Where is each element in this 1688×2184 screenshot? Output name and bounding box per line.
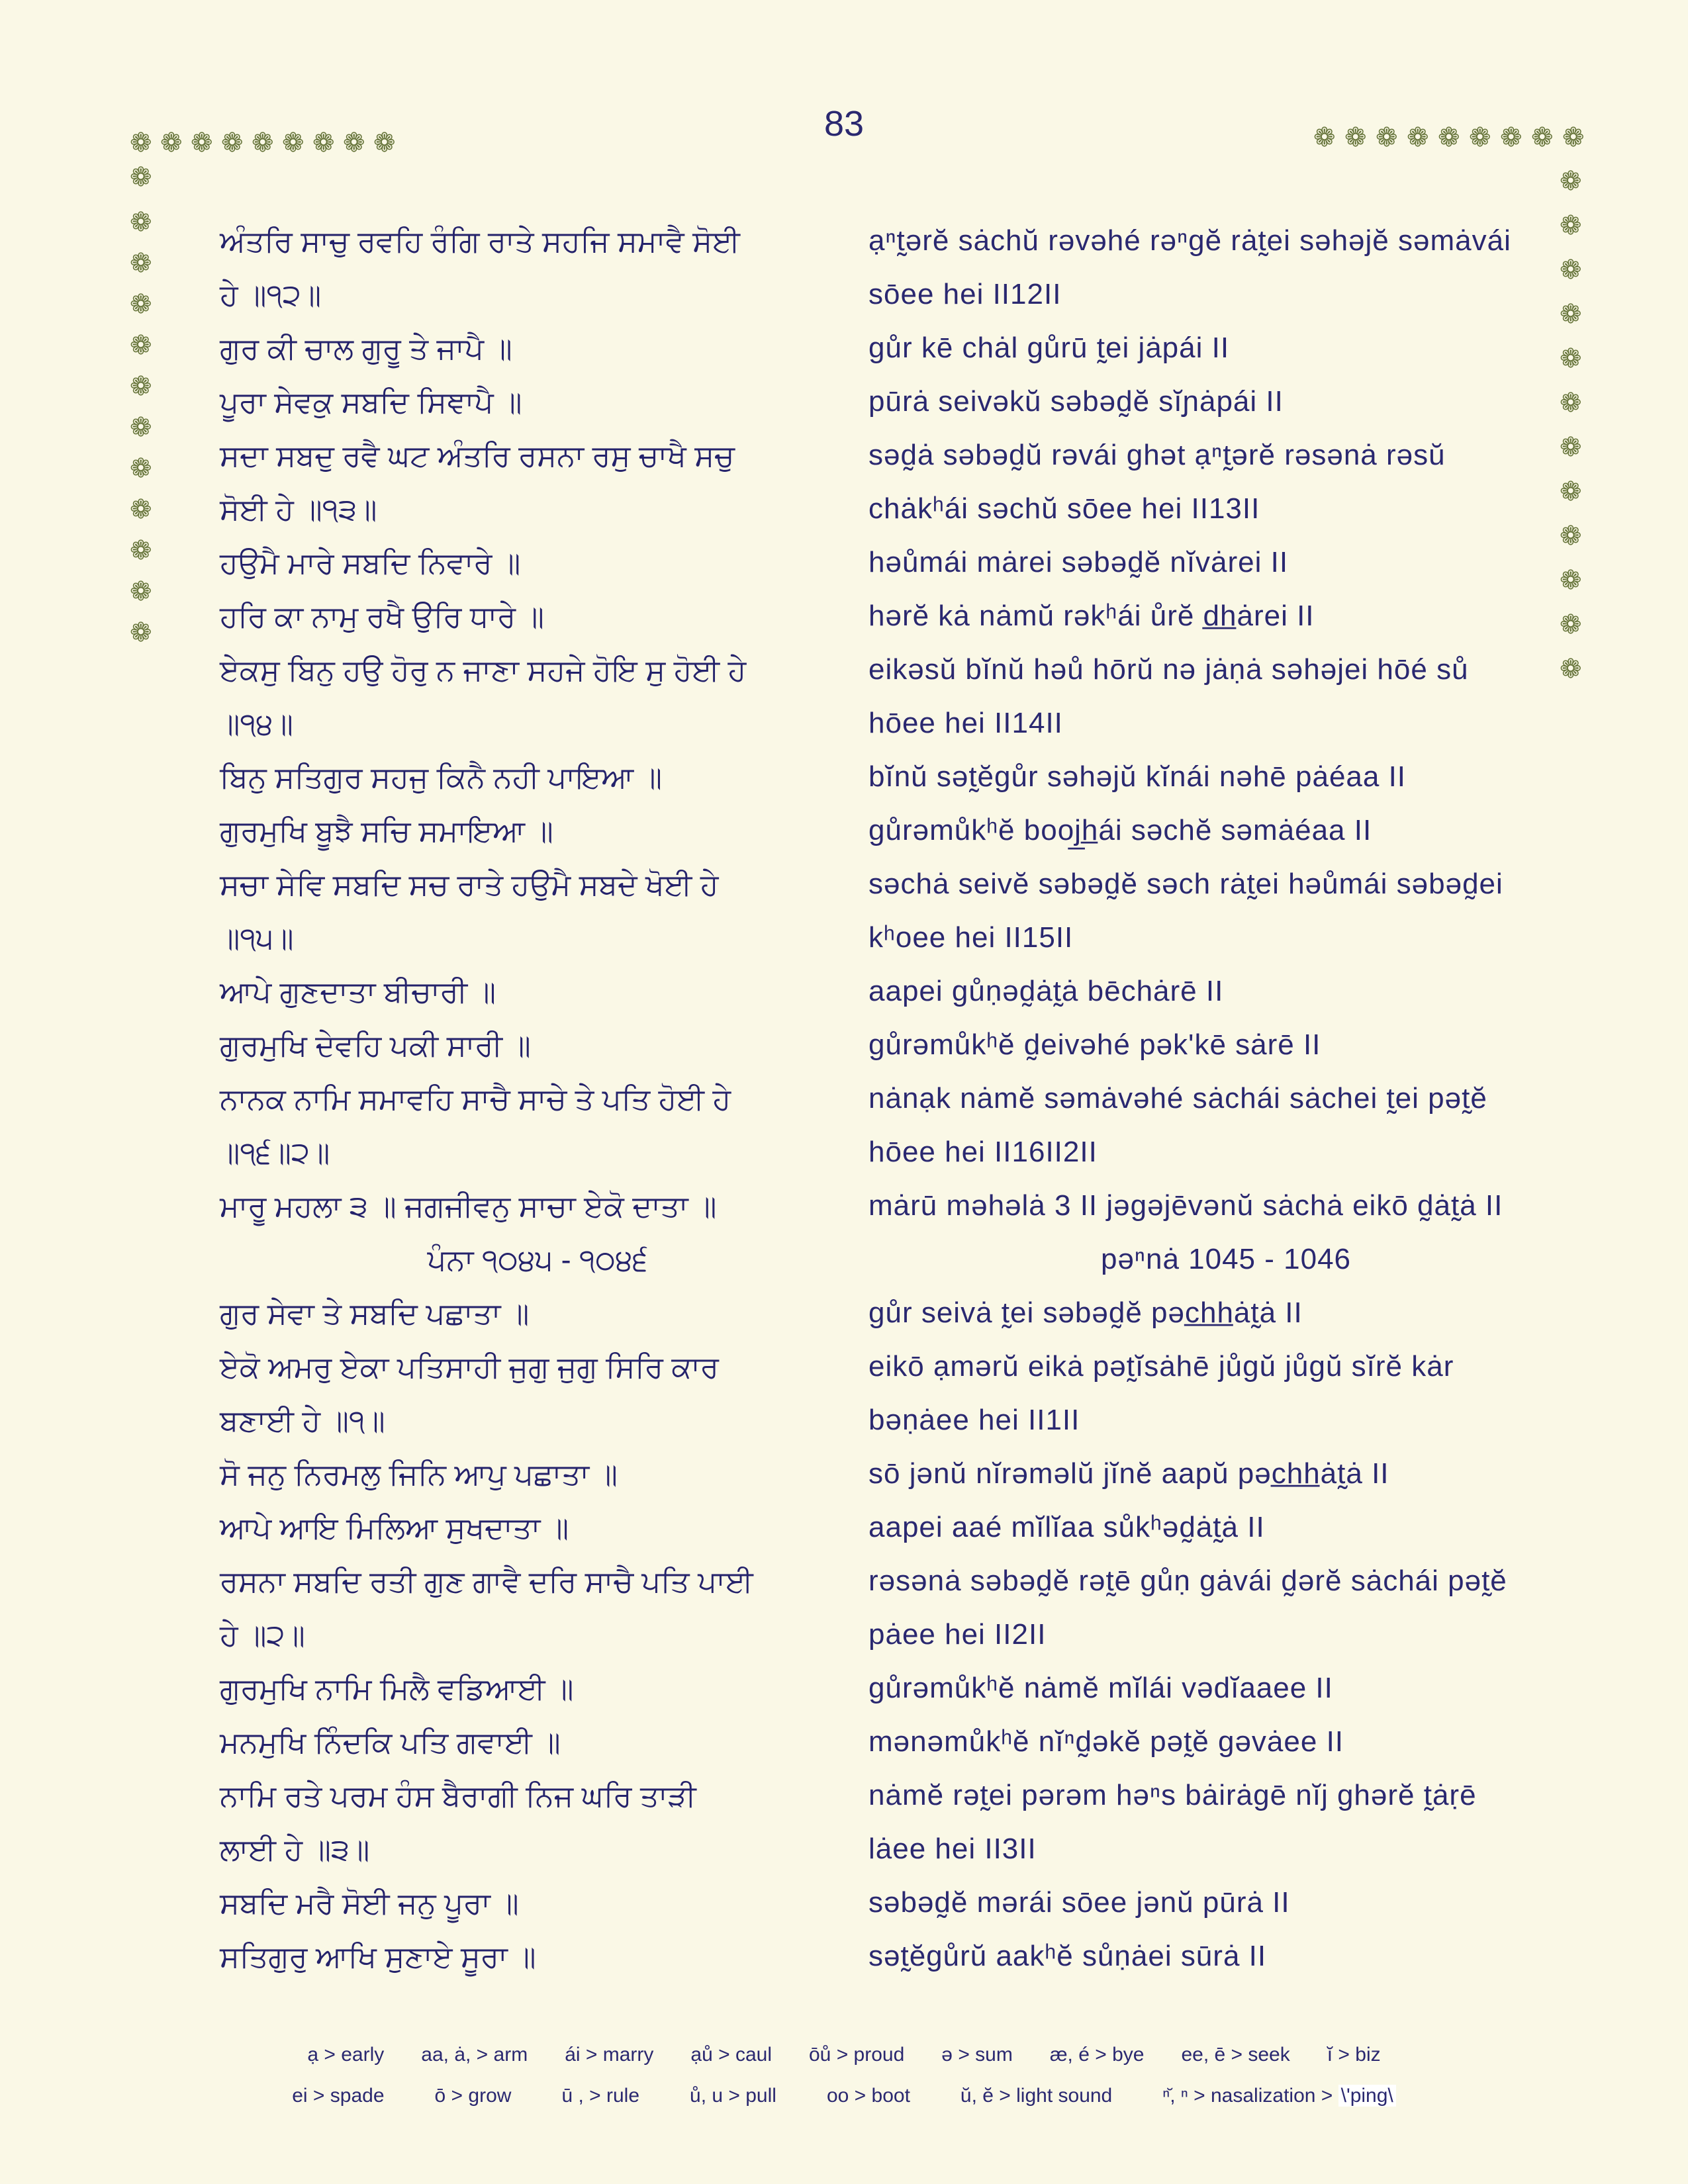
flower-icon: ❁ — [1560, 477, 1582, 506]
gurmukhi-text: ਰਸਨਾ ਸਬਦਿ ਰਤੀ ਗੁਣ ਗਾਵੈ ਦਰਿ ਸਾਚੈ ਪਤਿ ਪਾਈ — [220, 1565, 753, 1598]
gurmukhi-text: ਗੁਰ ਸੇਵਾ ਤੇ ਸਬਦਿ ਪਛਾਤਾ ॥ — [220, 1297, 530, 1330]
translit-text: bĭnŭ sət̰ĕgůr səhəjŭ kĭnái nəhē pȧéaa II — [868, 760, 1407, 793]
verse-row — [0, 1725, 1688, 1778]
flower-icon: ❁ — [1562, 123, 1585, 152]
verse-row — [0, 1242, 1688, 1296]
gurmukhi-text: ਬਿਨੁ ਸਤਿਗੁਰ ਸਹਜੁ ਕਿਨੈ ਨਹੀ ਪਾਇਆ ॥ — [220, 760, 663, 794]
verse-row — [0, 1349, 1688, 1403]
gurmukhi-text: ॥੧੫॥ — [220, 921, 294, 955]
nasalization-example-highlight: \'ping\ — [1338, 2085, 1396, 2107]
gurmukhi-text: ਨਾਨਕ ਨਾਮਿ ਸਮਾਵਹਿ ਸਾਚੈ ਸਾਚੇ ਤੇ ਪਤਿ ਹੋਈ ਹੇ — [220, 1082, 731, 1116]
translit-text: eikəsŭ bĭnŭ həů hōrŭ nə jȧṇȧ səhəjei hōé sů — [868, 653, 1469, 686]
gurmukhi-text: ਲਾਈ ਹੇ ॥੩॥ — [220, 1833, 370, 1866]
verse-row — [0, 277, 1688, 331]
nasalization-label: ⁿ̆, ⁿ > nasalization > — [1162, 2085, 1338, 2107]
translit-text: rəsənȧ səbəd̰ĕ rət̰ē gůṇ gȧvái d̰ərĕ sȧchái pət̰ĕ — [868, 1565, 1507, 1597]
gurmukhi-text: ਨਾਮਿ ਰਤੇ ਪਰਮ ਹੰਸ ਬੈਰਾਗੀ ਨਿਜ ਘਰਿ ਤਾੜੀ — [220, 1779, 696, 1813]
gurmukhi-text: ਮਨਮੁਖਿ ਨਿੰਦਕਿ ਪਤਿ ਗਵਾਈ ॥ — [220, 1725, 561, 1759]
flower-icon: ❁ — [252, 128, 274, 158]
flower-icon: ❁ — [130, 290, 152, 319]
verse-row — [0, 1832, 1688, 1886]
pronunciation-item: ĭ > biz — [1327, 2044, 1381, 2066]
gurmukhi-text: ਹੇ ॥੧੨॥ — [220, 278, 322, 312]
gurmukhi-text: ਗੁਰਮੁਖਿ ਨਾਮਿ ਮਿਲੈ ਵਡਿਆਈ ॥ — [220, 1672, 574, 1706]
gurmukhi-text: ਮਾਰੂ ਮਹਲਾ ੩ ॥ ਜਗਜੀਵਨੁ ਸਾਚਾ ਏਕੋ ਦਾਤਾ ॥ — [220, 1189, 717, 1223]
gurmukhi-text: ਸੋਈ ਹੇ ॥੧੩॥ — [220, 492, 377, 526]
flower-icon: ❁ — [1560, 300, 1582, 329]
verse-row — [0, 224, 1688, 277]
pronunciation-item: ū , > rule — [561, 2085, 640, 2107]
gurmukhi-text: ਏਕਸੁ ਬਿਨੁ ਹਉ ਹੋਰੁ ਨ ਜਾਣਾ ਸਹਜੇ ਹੋਇ ਸੁ ਹੋਈ ਹੇ — [220, 653, 747, 687]
translit-text: pəⁿnȧ 1045 - 1046 — [1100, 1243, 1352, 1275]
flower-icon: ❁ — [1560, 167, 1582, 196]
translit-text: gůrəmůkʰĕ booj̲h̲ái səchĕ səmȧéaa II — [868, 814, 1372, 846]
verse-row — [0, 331, 1688, 385]
page-number: 83 — [823, 104, 865, 144]
verse-row — [0, 1671, 1688, 1725]
verse-row — [0, 1510, 1688, 1564]
verse-row — [0, 492, 1688, 545]
verse-row — [0, 813, 1688, 867]
translit-text: gůrəmůkʰĕ d̰eivəhé pək'kē sȧrē II — [868, 1028, 1321, 1061]
verse-row — [0, 385, 1688, 438]
gurmukhi-text: ਸੋ ਜਨੁ ਨਿਰਮਲੁ ਜਿਨਿ ਆਪੁ ਪਛਾਤਾ ॥ — [220, 1457, 618, 1491]
flower-icon: ❁ — [1560, 433, 1582, 462]
translit-text: səd̰ȧ səbəd̰ŭ rəvái ghət ạⁿt̰ərĕ rəsənȧ rəsŭ — [868, 439, 1446, 471]
pronunciation-item: ạů > caul — [690, 2044, 772, 2066]
flower-icon: ❁ — [1560, 211, 1582, 240]
flower-icon: ❁ — [191, 128, 213, 158]
translit-text: pūrȧ seivəkŭ səbəd̰ĕ sĭɲȧpái II — [868, 385, 1284, 418]
verse-row — [0, 1189, 1688, 1242]
flower-icon: ❁ — [221, 128, 244, 158]
pronunciation-item: ạ > early — [307, 2044, 385, 2066]
gurmukhi-text: ਹਉਮੈ ਮਾਰੇ ਸਬਦਿ ਨਿਵਾਰੇ ॥ — [220, 546, 521, 580]
gurmukhi-text: ॥੧੪॥ — [220, 707, 294, 741]
translit-text: aapei aaé mĭlĭaa sůkʰəd̰ȧt̰ȧ II — [868, 1511, 1265, 1543]
gurmukhi-text: ਗੁਰਮੁਖਿ ਦੇਵਹਿ ਪਕੀ ਸਾਰੀ ॥ — [220, 1028, 531, 1062]
flower-icon: ❁ — [130, 208, 152, 237]
verse-row — [0, 1457, 1688, 1510]
gurmukhi-text: ਸਚਾ ਸੇਵਿ ਸਬਦਿ ਸਚ ਰਾਤੇ ਹਉਮੈ ਸਬਦੇ ਖੋਈ ਹੇ — [220, 868, 719, 901]
pronunciation-item: ee, ē > seek — [1181, 2044, 1290, 2066]
translit-text: kʰoee hei II15II — [868, 921, 1074, 954]
translit-text: chȧkʰái səchŭ sōee hei II13II — [868, 492, 1260, 525]
verse-row — [0, 1028, 1688, 1081]
gurmukhi-text: ਆਪੇ ਆਇ ਮਿਲਿਆ ਸੁਖਦਾਤਾ ॥ — [220, 1511, 569, 1545]
flower-icon: ❁ — [1531, 123, 1554, 152]
translit-text: sōee hei II12II — [868, 278, 1062, 310]
translit-text: lȧee hei II3II — [868, 1833, 1037, 1865]
pronunciation-item-nasalization — [1162, 2085, 1396, 2107]
flower-icon: ❁ — [130, 128, 152, 158]
translit-text: sət̰ĕgůrŭ aakʰĕ sůṇȧei sūrȧ II — [868, 1940, 1267, 1972]
gurmukhi-text: ਆਪੇ ਗੁਣਦਾਤਾ ਬੀਚਾਰੀ ॥ — [220, 975, 496, 1009]
flower-icon: ❁ — [130, 413, 152, 442]
flower-icon: ❁ — [1376, 123, 1398, 152]
gurmukhi-text: ਪੂਰਾ ਸੇਵਕੁ ਸਬਦਿ ਸਿਞਾਪੈ ॥ — [220, 385, 522, 419]
flower-icon: ❁ — [130, 536, 152, 565]
verse-row — [0, 1135, 1688, 1189]
translit-text: mȧrū məhəlȧ 3 II jəgəjēvənŭ sȧchȧ eikō d̰ȧt̰ȧ II — [868, 1189, 1503, 1222]
flower-icon: ❁ — [130, 163, 152, 192]
verse-row — [0, 599, 1688, 653]
flower-icon: ❁ — [1560, 566, 1582, 595]
flower-icon: ❁ — [160, 128, 183, 158]
translit-text: gůrəmůkʰĕ nȧmĕ mĭlái vədĭaaee II — [868, 1672, 1333, 1704]
flower-icon: ❁ — [130, 331, 152, 360]
pronunciation-item: ō > grow — [434, 2085, 512, 2107]
verse-row — [0, 867, 1688, 921]
flower-icon: ❁ — [312, 128, 335, 158]
flower-icon: ❁ — [1560, 522, 1582, 551]
translit-text: aapei gůṇəd̰ȧt̰ȧ bēchȧrē II — [868, 975, 1224, 1007]
flower-icon: ❁ — [1560, 610, 1582, 639]
flower-icon: ❁ — [373, 128, 396, 158]
verse-row — [0, 706, 1688, 760]
verse-row — [0, 1617, 1688, 1671]
verse-row — [0, 1886, 1688, 1939]
flower-icon: ❁ — [343, 128, 365, 158]
flower-icon: ❁ — [282, 128, 305, 158]
translit-text: gůr kē chȧl gůrū t̰ei jȧpái II — [868, 332, 1230, 364]
pronunciation-item: aa, ȧ, > arm — [421, 2044, 528, 2066]
flower-icon: ❁ — [1560, 255, 1582, 285]
pronunciation-item: oo > boot — [826, 2085, 910, 2107]
translit-text: ạⁿt̰ərĕ sȧchŭ rəvəhé rəⁿgĕ rȧt̰ei səhəjĕ səmȧvái — [868, 224, 1511, 257]
pronunciation-key-row1 — [0, 2044, 1688, 2066]
translit-text: həůmái mȧrei səbəd̰ĕ nĭvȧrei II — [868, 546, 1289, 578]
verse-row — [0, 760, 1688, 813]
translit-text: səchȧ seivĕ səbəd̰ĕ səch rȧt̰ei həůmái səbəd̰ei — [868, 868, 1503, 900]
flower-icon: ❁ — [130, 618, 152, 647]
flower-icon: ❁ — [130, 372, 152, 401]
translit-text: nȧnạk nȧmĕ səmȧvəhé sȧchái sȧchei t̰ei pət̰ĕ — [868, 1082, 1487, 1115]
flower-icon: ❁ — [1407, 123, 1429, 152]
verse-row — [0, 921, 1688, 974]
translit-text: eikō ạmərŭ eikȧ pət̰ĭsȧhē jůgŭ jůgŭ sĭrĕ kȧr — [868, 1350, 1454, 1383]
flower-icon: ❁ — [1469, 123, 1491, 152]
gurmukhi-text: ਹਰਿ ਕਾ ਨਾਮੁ ਰਖੈ ਉਰਿ ਧਾਰੇ ॥ — [220, 600, 545, 633]
translit-text: hərĕ kȧ nȧmŭ rəkʰái ůrĕ d̲h̲ȧrei II — [868, 600, 1315, 632]
translit-text: sō jənŭ nĭrəməlŭ jĭnĕ aapŭ pəc̲h̲h̲ȧt̰ȧ II — [868, 1457, 1389, 1490]
verse-row — [0, 1403, 1688, 1457]
gurmukhi-text: ਹੇ ॥੨॥ — [220, 1618, 305, 1652]
verse-row — [0, 1939, 1688, 1993]
gurmukhi-text: ਸਦਾ ਸਬਦੁ ਰਵੈ ਘਟ ਅੰਤਰਿ ਰਸਨਾ ਰਸੁ ਚਾਖੈ ਸਚੁ — [220, 439, 735, 473]
flower-icon: ❁ — [1313, 123, 1336, 152]
flower-icon: ❁ — [130, 577, 152, 606]
translit-text: hōee hei II16II2II — [868, 1136, 1098, 1168]
gurmukhi-text: ਪੰਨਾ ੧੦੪੫ - ੧੦੪੬ — [427, 1243, 648, 1277]
pronunciation-item: æ, é > bye — [1049, 2044, 1145, 2066]
translit-text: pȧee hei II2II — [868, 1618, 1047, 1651]
gurmukhi-text: ਗੁਰਮੁਖਿ ਬੂਝੈ ਸਚਿ ਸਮਾਇਆ ॥ — [220, 814, 553, 848]
gurmukhi-text: ਸਬਦਿ ਮਰੈ ਸੋਈ ਜਨੁ ਪੂਰਾ ॥ — [220, 1886, 519, 1920]
verse-row — [0, 1564, 1688, 1617]
flower-icon: ❁ — [1560, 388, 1582, 418]
translit-text: hōee hei II14II — [868, 707, 1063, 739]
flower-icon: ❁ — [1344, 123, 1367, 152]
verse-row — [0, 438, 1688, 492]
gurmukhi-text: ਗੁਰ ਕੀ ਚਾਲ ਗੁਰੂ ਤੇ ਜਾਪੈ ॥ — [220, 332, 512, 365]
verse-row — [0, 1296, 1688, 1349]
flower-icon: ❁ — [130, 454, 152, 483]
flower-icon: ❁ — [1560, 655, 1582, 684]
translit-text: nȧmĕ rət̰ei pərəm həⁿs bȧirȧgē nĭj ghərĕ t̰ȧṛē — [868, 1779, 1477, 1811]
translit-text: gůr seivȧ t̰ei səbəd̰ĕ pəc̲h̲h̲ȧt̰ȧ II — [868, 1297, 1303, 1329]
verse-row — [0, 974, 1688, 1028]
translit-text: mənəmůkʰĕ nĭⁿd̰əkĕ pət̰ĕ gəvȧee II — [868, 1725, 1344, 1758]
gurmukhi-text: ਸਤਿਗੁਰੁ ਆਖਿ ਸੁਣਾਏ ਸੂਰਾ ॥ — [220, 1940, 536, 1974]
flower-icon: ❁ — [1560, 344, 1582, 373]
flower-icon: ❁ — [130, 249, 152, 278]
verse-row — [0, 653, 1688, 706]
flower-icon: ❁ — [1438, 123, 1460, 152]
pronunciation-item: ŭ, ĕ > light sound — [960, 2085, 1113, 2107]
flower-icon: ❁ — [1500, 123, 1523, 152]
translit-text: səbəd̰ĕ mərái sōee jənŭ pūrȧ II — [868, 1886, 1290, 1919]
pronunciation-item: ōů > proud — [809, 2044, 905, 2066]
translit-text: bəṇȧee hei II1II — [868, 1404, 1080, 1436]
pronunciation-item: ei > spade — [292, 2085, 385, 2107]
verse-row — [0, 545, 1688, 599]
verse-row — [0, 1081, 1688, 1135]
gurmukhi-text: ॥੧੬॥੨॥ — [220, 1136, 330, 1169]
pronunciation-key-row2 — [0, 2085, 1688, 2107]
gurmukhi-text: ਅੰਤਰਿ ਸਾਚੁ ਰਵਹਿ ਰੰਗਿ ਰਾਤੇ ਸਹਜਿ ਸਮਾਵੈ ਸੋਈ — [220, 224, 740, 258]
pronunciation-item: ə > sum — [941, 2044, 1013, 2066]
gurmukhi-text: ਬਣਾਈ ਹੇ ॥੧॥ — [220, 1404, 385, 1437]
flower-icon: ❁ — [130, 495, 152, 524]
gurmukhi-text: ਏਕੋ ਅਮਰੁ ਏਕਾ ਪਤਿਸਾਹੀ ਜੁਗੁ ਜੁਗੁ ਸਿਰਿ ਕਾਰ — [220, 1350, 719, 1384]
verse-row — [0, 1778, 1688, 1832]
pronunciation-item: ů, u > pull — [690, 2085, 776, 2107]
pronunciation-item: ái > marry — [565, 2044, 654, 2066]
